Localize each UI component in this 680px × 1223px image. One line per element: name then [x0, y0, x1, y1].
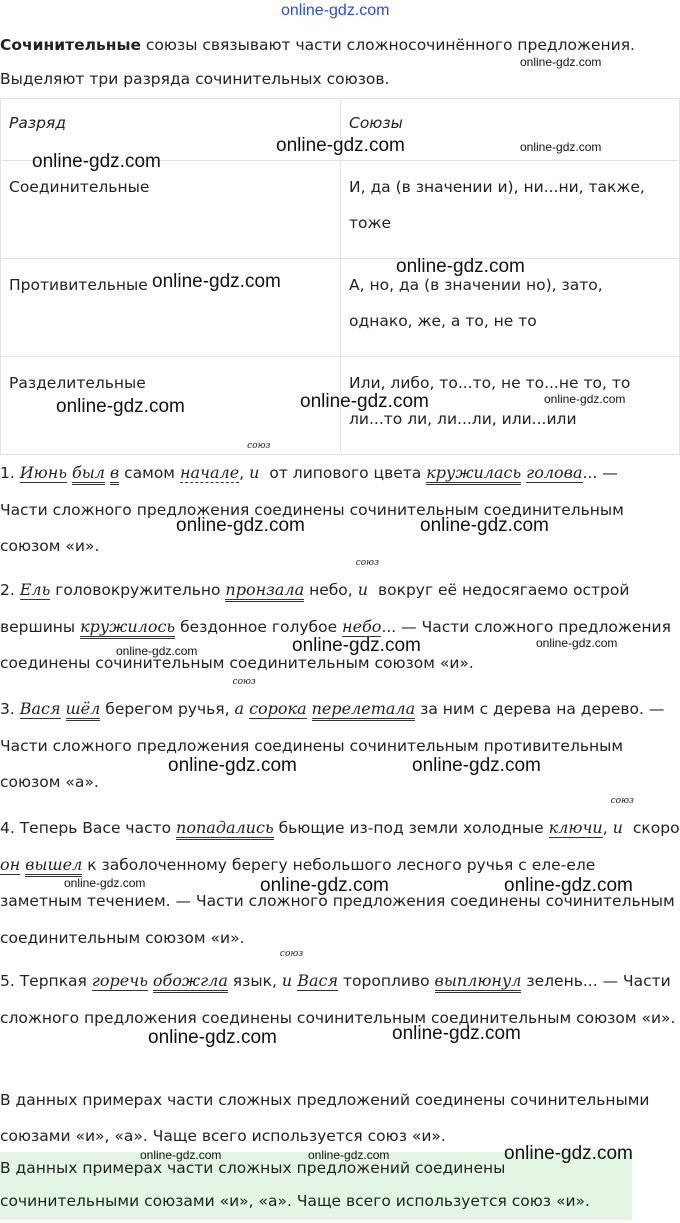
table-cell-category: Противительные — [1, 259, 341, 357]
table-cell-conjunctions: А, но, да (в значении но), зато, однако, же, а то, не то — [341, 259, 680, 357]
highlight-text: В данных примерах части сложных предложений соединены сочинительными союзами «и», «а». Чаще всего используется союз «и». — [0, 1159, 590, 1210]
conjunction-label: союз — [355, 558, 380, 568]
watermark-top: online-gdz.com — [281, 2, 390, 19]
watermark: online-gdz.com — [396, 256, 525, 277]
table-cell-category: Разделительные — [1, 357, 341, 455]
conjunction-word: а — [234, 699, 245, 718]
summary-text: В данных примерах части сложных предложений соединены сочинительными союзами «и», «а». Чаще всего используется союз «и». — [0, 1091, 650, 1145]
watermark: online-gdz.com — [536, 636, 618, 650]
intro-line-2: Выделяют три разряда сочинительных союзов. — [0, 70, 390, 88]
conjunction-label: союз — [610, 796, 634, 806]
watermark: online-gdz.com — [56, 396, 185, 417]
table-cell-conjunctions: И, да (в значении и), ни...ни, также, тоже — [341, 161, 680, 259]
example-4: 4. Теперь Васе часто попадались бьющие из-под земли холодные ключи, союз и скоро он вышел к заболоченному берегу небольшого лесного ручья с еле-еле заметным течением. — Части сложного предложения соединены сочинительным соединительным союзом «и». — [0, 796, 680, 947]
watermark: online-gdz.com — [64, 876, 146, 890]
table-header-conjunctions: Союзы — [341, 99, 680, 161]
conjunction-word: и — [281, 971, 293, 990]
watermark: online-gdz.com — [32, 151, 161, 172]
watermark: online-gdz.com — [148, 1027, 277, 1048]
watermark: online-gdz.com — [308, 1148, 390, 1162]
example-2: 2. Ель головокружительно пронзала небо, союз и вокруг её недосягаемо острой вершины кружилось бездонное голубое небо... — Части сложного предложения соединены сочинительным соединительным союзом «и». — [0, 558, 671, 672]
watermark: online-gdz.com — [520, 55, 602, 69]
table-cell-conjunctions: Или, либо, то...то, не то...не то, то ли...то ли, ли...ли, или...или — [341, 357, 680, 455]
example-3: 3. Вася шёл берегом ручья, союз а сорока перелетала за ним с дерева на дерево. — Части сложного предложения соединены сочинительным противительным союзом «а». — [0, 677, 665, 791]
watermark: online-gdz.com — [520, 140, 602, 154]
watermark: online-gdz.com — [152, 271, 281, 292]
table-header-category: Разряд — [1, 99, 341, 161]
watermark: online-gdz.com — [168, 755, 297, 776]
example-5: 5. Терпкая горечь обожгла язык, союз и Вася торопливо выплюнул зелень... — Части сложного предложения соединены сочинительным соединительным союзом «и». — [0, 949, 676, 1027]
conjunction-label: союз — [232, 677, 256, 687]
intro-term: Сочинительные — [0, 36, 141, 54]
watermark: online-gdz.com — [260, 875, 389, 896]
watermark: online-gdz.com — [504, 1143, 633, 1164]
conjunction-word: и — [612, 818, 623, 837]
watermark: online-gdz.com — [392, 1023, 521, 1044]
conjunction-word: и — [249, 463, 260, 482]
watermark: online-gdz.com — [412, 755, 541, 776]
watermark: online-gdz.com — [140, 1148, 222, 1162]
intro-text: союзы связывают части сложносочинённого предложения. — [140, 36, 635, 54]
watermark: online-gdz.com — [116, 644, 198, 658]
example-comment: Части сложного предложения соединены сочинительным соединительным союзом «и». — [0, 500, 624, 555]
conjunction-label: союз — [247, 441, 271, 451]
watermark: online-gdz.com — [544, 392, 626, 406]
watermark: online-gdz.com — [504, 875, 633, 896]
watermark: online-gdz.com — [276, 135, 405, 156]
conjunction-word: и — [357, 580, 369, 599]
watermark: online-gdz.com — [176, 515, 305, 536]
watermark: online-gdz.com — [420, 515, 549, 536]
watermark: online-gdz.com — [292, 635, 421, 656]
example-1: 1. Июнь был в самом начале, союз и от липового цвета кружилась голова... — Части сложного предложения соединены сочинительным соединительным союзом «и». — [0, 455, 680, 565]
watermark: online-gdz.com — [300, 391, 429, 412]
table-row — [1, 161, 680, 259]
conjunction-label: союз — [279, 949, 304, 959]
table-row — [1, 259, 680, 357]
table-cell-category: Соединительные — [1, 161, 341, 259]
